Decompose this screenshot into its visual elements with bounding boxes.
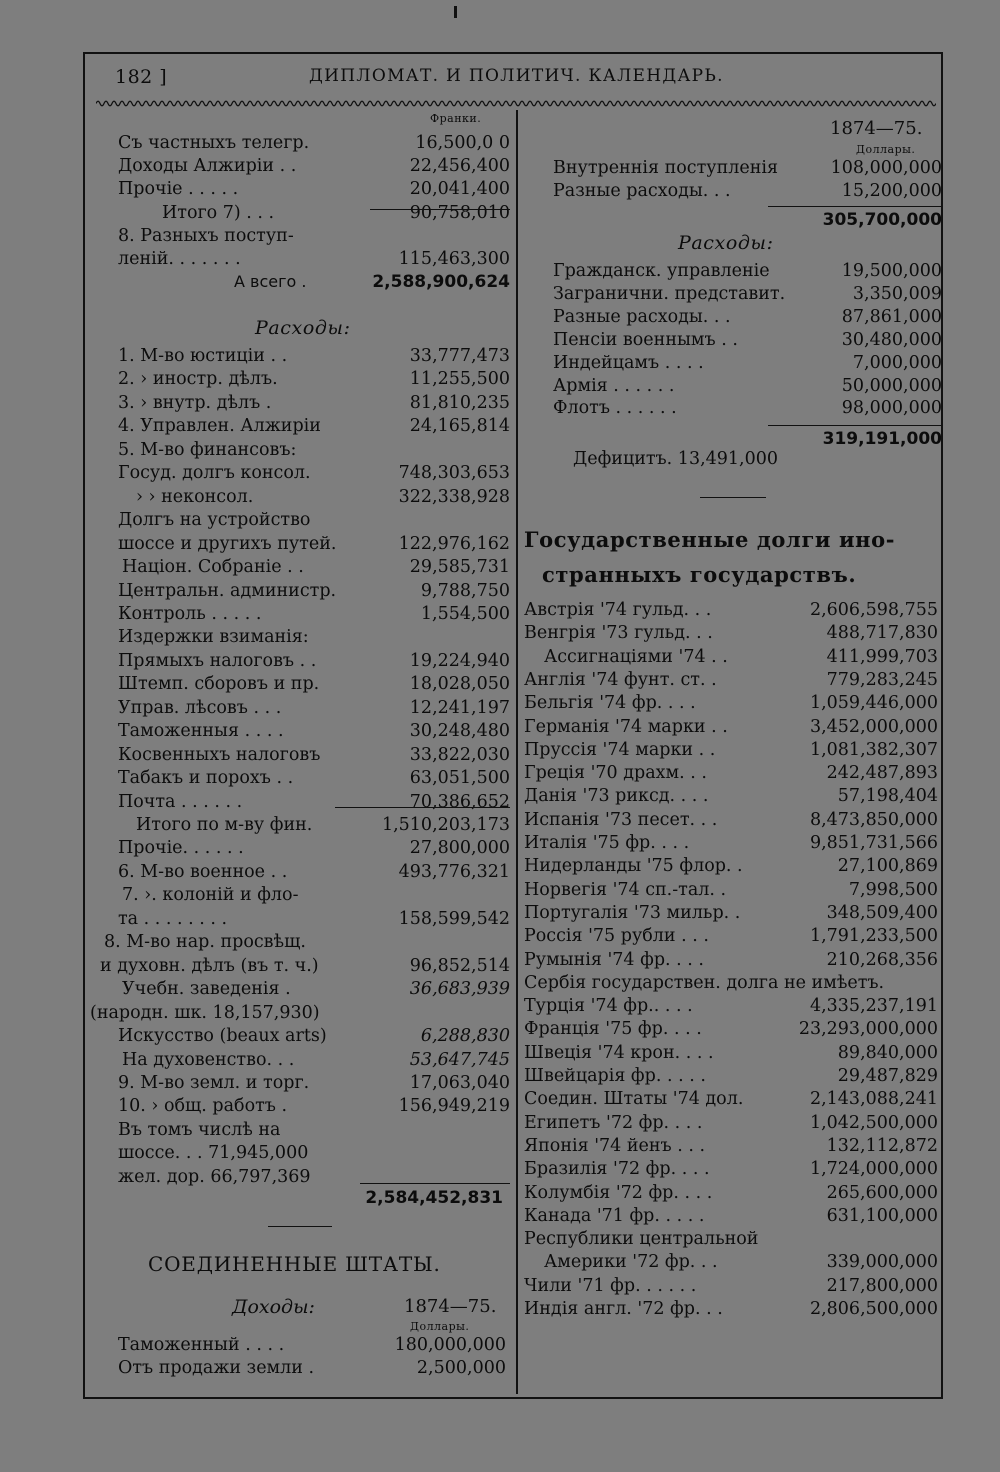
row-value: 1,554,500 bbox=[420, 603, 510, 624]
row-label: Индейцамъ . . . . bbox=[553, 352, 704, 373]
row-value: 19,500,000 bbox=[841, 261, 942, 281]
table-row bbox=[524, 784, 938, 808]
row-label: Издержки взиманія: bbox=[118, 627, 309, 648]
top-tick-mark bbox=[454, 6, 457, 18]
row-label: Испанія '73 песет. . . bbox=[524, 809, 718, 830]
table-row bbox=[118, 270, 510, 294]
table-row bbox=[118, 649, 510, 673]
table-row bbox=[118, 1048, 510, 1072]
row-value: 180,000,000 bbox=[394, 1335, 506, 1355]
row-label: леній. . . . . . . bbox=[118, 249, 241, 269]
row-value: 156,949,219 bbox=[398, 1096, 510, 1117]
us-unit-label: Доллары. bbox=[410, 1320, 470, 1333]
row-value: 2,806,500,000 bbox=[809, 1299, 938, 1319]
row-value: 90,758,010 bbox=[409, 202, 510, 223]
row-value: 2,143,088,241 bbox=[809, 1089, 938, 1110]
table-row bbox=[104, 930, 510, 954]
table-row bbox=[553, 305, 942, 329]
row-label: Чили '71 фр. . . . . . bbox=[524, 1275, 697, 1296]
row-label: Колумбія '72 фр. . . . bbox=[524, 1182, 713, 1203]
table-row bbox=[118, 344, 510, 368]
row-value: 98,000,000 bbox=[841, 398, 942, 419]
table-row bbox=[90, 1001, 510, 1025]
table-row bbox=[524, 1181, 938, 1205]
row-label: (народн. шк. 18,157,930) bbox=[90, 1002, 320, 1023]
row-value: 57,198,404 bbox=[837, 786, 938, 807]
debts-heading-line-1: Государственные долги ино- bbox=[524, 527, 896, 552]
row-value: 7,998,500 bbox=[848, 879, 938, 900]
row-label: Таможенный . . . . bbox=[118, 1335, 285, 1355]
row-label: Госуд. долгъ консол. bbox=[118, 463, 311, 484]
row-value: 36,683,939 bbox=[409, 979, 510, 1000]
row-label: и духовн. дѣлъ (въ т. ч.) bbox=[100, 955, 319, 976]
table-row bbox=[524, 1227, 938, 1251]
row-value: 23,293,000,000 bbox=[798, 1019, 938, 1040]
row-value: 348,509,400 bbox=[826, 902, 938, 923]
table-row bbox=[524, 1134, 938, 1158]
table-row bbox=[118, 247, 510, 271]
table-row bbox=[524, 1250, 938, 1274]
table-row bbox=[118, 672, 510, 696]
row-label: Египетъ '72 фр. . . . bbox=[524, 1112, 703, 1133]
row-label: Греція '70 драхм. . . bbox=[524, 763, 707, 784]
row-label: Румынія '74 фр. . . . bbox=[524, 949, 704, 970]
row-value: 217,800,000 bbox=[826, 1275, 938, 1296]
row-label: На духовенство. . . bbox=[122, 1049, 295, 1070]
row-label: 8. Разныхъ поступ- bbox=[118, 225, 294, 246]
row-label: Отъ продажи земли . bbox=[118, 1358, 315, 1378]
table-row bbox=[524, 971, 938, 995]
row-label: Таможенныя . . . . bbox=[118, 721, 284, 742]
table-row bbox=[553, 282, 942, 306]
table-row bbox=[118, 602, 510, 626]
right-income-rule bbox=[768, 206, 942, 207]
table-row bbox=[118, 461, 510, 485]
row-value: 29,585,731 bbox=[409, 557, 510, 578]
table-row bbox=[118, 131, 510, 155]
row-value: 16,500,0 0 bbox=[415, 133, 510, 153]
table-row bbox=[524, 878, 938, 902]
row-value: 50,000,000 bbox=[841, 375, 942, 396]
table-row bbox=[118, 790, 510, 814]
table-row bbox=[524, 761, 938, 785]
row-value: 27,800,000 bbox=[409, 838, 510, 859]
table-row bbox=[553, 179, 942, 203]
table-row bbox=[524, 1087, 938, 1111]
row-label: Сербія государствен. долга не имѣетъ. bbox=[524, 972, 885, 993]
row-label: Австрія '74 гульд. . . bbox=[524, 600, 712, 620]
row-value: 1,081,382,307 bbox=[809, 739, 938, 760]
row-value: 493,776,321 bbox=[398, 861, 510, 882]
table-row bbox=[118, 1118, 510, 1142]
row-value: 411,999,703 bbox=[826, 646, 938, 667]
row-value: 108,000,000 bbox=[830, 158, 942, 178]
row-value: 1,791,233,500 bbox=[809, 926, 938, 947]
row-value: 9,788,750 bbox=[420, 580, 510, 601]
row-value: 81,810,235 bbox=[409, 392, 510, 413]
row-label: Пенсіи военнымъ . . bbox=[553, 329, 738, 350]
row-label: Прочіе. . . . . . bbox=[118, 838, 244, 859]
table-row bbox=[524, 691, 938, 715]
row-value: 2,500,000 bbox=[416, 1358, 506, 1378]
column-divider bbox=[516, 110, 518, 1394]
running-title: ДИПЛОМАТ. И ПОЛИТИЧ. КАЛЕНДАРЬ. bbox=[309, 66, 724, 86]
row-value: 19,224,940 bbox=[409, 650, 510, 671]
row-value: 1,059,446,000 bbox=[809, 693, 938, 714]
table-row bbox=[524, 1041, 938, 1065]
row-value: 2,588,900,624 bbox=[372, 272, 510, 293]
table-row bbox=[118, 860, 510, 884]
row-label: Флотъ . . . . . . bbox=[553, 398, 677, 419]
us-income-label: Доходы: bbox=[232, 1296, 315, 1318]
right-expenses-heading: Расходы: bbox=[678, 232, 774, 254]
right-section-divider bbox=[700, 497, 766, 498]
row-label: Данія '73 риксд. . . . bbox=[524, 786, 709, 807]
row-label: Почта . . . . . . bbox=[118, 791, 243, 812]
row-label: Швейцарія фр. . . . . bbox=[524, 1066, 706, 1086]
row-value: 210,268,356 bbox=[826, 949, 938, 970]
table-row bbox=[118, 508, 510, 532]
left-subtotal-rule bbox=[370, 209, 510, 210]
table-row bbox=[553, 259, 942, 283]
table-row bbox=[118, 438, 510, 462]
row-label: Прямыхъ налоговъ . . bbox=[118, 650, 317, 671]
left-expenses-total: 2,584,452,831 bbox=[365, 1188, 503, 1208]
table-row bbox=[524, 621, 938, 645]
row-label: Разные расходы. . . bbox=[553, 181, 731, 201]
row-label: Внутреннія поступленія bbox=[553, 158, 779, 178]
row-label: Республики центральной bbox=[524, 1229, 759, 1250]
deficit-line: Дефицитъ. 13,491,000 bbox=[573, 449, 779, 469]
row-label: 7. ›. колоній и фло- bbox=[122, 885, 299, 906]
left-total-rule bbox=[360, 1183, 510, 1184]
left-section-divider bbox=[268, 1226, 332, 1227]
row-label: Венгрія '73 гульд. . . bbox=[524, 623, 713, 644]
row-value: 17,063,040 bbox=[409, 1072, 510, 1093]
table-row bbox=[524, 668, 938, 692]
row-value: 29,487,829 bbox=[837, 1066, 938, 1086]
table-row bbox=[524, 1297, 938, 1321]
row-value: 242,487,893 bbox=[826, 763, 938, 784]
us-heading: СОЕДИНЕННЫЕ ШТАТЫ. bbox=[148, 1252, 441, 1276]
row-label: та . . . . . . . . bbox=[118, 908, 228, 929]
left-finance-total-rule bbox=[335, 807, 510, 808]
table-row bbox=[118, 836, 510, 860]
row-label: 2. › иностр. дѣлъ. bbox=[118, 369, 278, 390]
table-row bbox=[118, 766, 510, 790]
row-label: Прочіе . . . . . bbox=[118, 179, 239, 200]
table-row bbox=[524, 901, 938, 925]
debts-heading-line-2: странныхъ государствъ. bbox=[542, 562, 857, 587]
table-row bbox=[524, 1064, 938, 1088]
row-label: Швеція '74 крон. . . . bbox=[524, 1042, 714, 1063]
row-value: 33,822,030 bbox=[409, 744, 510, 765]
row-value: 748,303,653 bbox=[398, 463, 510, 484]
right-unit-label: Доллары. bbox=[856, 143, 916, 156]
row-value: 15,200,000 bbox=[841, 181, 942, 201]
row-label: жел. дор. 66,797,369 bbox=[118, 1166, 311, 1187]
table-row bbox=[118, 367, 510, 391]
row-label: Америки '72 фр. . . bbox=[544, 1252, 718, 1273]
table-row bbox=[524, 831, 938, 855]
row-label: Итого по м-ву фин. bbox=[136, 815, 313, 835]
table-row bbox=[118, 696, 510, 720]
table-row bbox=[118, 1094, 510, 1118]
row-value: 122,976,162 bbox=[398, 533, 510, 554]
row-label: Нидерланды '75 флор. . bbox=[524, 856, 743, 877]
row-label: Съ частныхъ телегр. bbox=[118, 133, 310, 153]
table-row bbox=[553, 374, 942, 398]
row-value: 24,165,814 bbox=[409, 416, 510, 437]
table-row bbox=[524, 1204, 938, 1228]
row-value: 18,028,050 bbox=[409, 674, 510, 695]
row-label: Разные расходы. . . bbox=[553, 306, 731, 327]
row-label: Контроль . . . . . bbox=[118, 603, 262, 624]
row-label: Англія '74 фунт. ст. . bbox=[524, 669, 717, 690]
table-row bbox=[118, 1356, 506, 1380]
row-value: 30,248,480 bbox=[409, 721, 510, 742]
row-label: Канада '71 фр. . . . . bbox=[524, 1205, 705, 1226]
row-value: 2,606,598,755 bbox=[809, 600, 938, 620]
row-value: 1,042,500,000 bbox=[809, 1112, 938, 1133]
right-year: 1874—75. bbox=[830, 118, 923, 139]
table-row bbox=[118, 224, 510, 248]
row-value: 12,241,197 bbox=[409, 697, 510, 718]
row-value: 1,510,203,173 bbox=[381, 815, 510, 835]
row-label: Турція '74 фр.. . . . bbox=[524, 996, 693, 1017]
row-label: 3. › внутр. дѣлъ . bbox=[118, 392, 272, 413]
row-value: 53,647,745 bbox=[409, 1049, 510, 1070]
left-unit-label: Франки. bbox=[430, 112, 482, 125]
table-row bbox=[553, 156, 942, 180]
row-value: 265,600,000 bbox=[826, 1182, 938, 1203]
row-label: 1. М-во юстиціи . . bbox=[118, 346, 288, 366]
table-row bbox=[100, 954, 510, 978]
row-label: Учебн. заведенія . bbox=[122, 979, 291, 1000]
table-row bbox=[118, 1333, 506, 1357]
row-label: Косвенныхъ налоговъ bbox=[118, 744, 321, 765]
table-row bbox=[118, 1071, 510, 1095]
row-label: Соедин. Штаты '74 дол. bbox=[524, 1089, 744, 1110]
row-label: Управ. лѣсовъ . . . bbox=[118, 697, 282, 718]
row-label: › › неконсол. bbox=[136, 486, 254, 507]
table-row bbox=[118, 555, 510, 579]
row-value: 631,100,000 bbox=[826, 1205, 938, 1226]
row-label: Ассигнаціями '74 . . bbox=[544, 646, 728, 667]
row-label: шоссе и другихъ путей. bbox=[118, 533, 337, 554]
table-row bbox=[524, 994, 938, 1018]
row-value: 30,480,000 bbox=[841, 329, 942, 350]
table-row bbox=[524, 854, 938, 878]
table-row bbox=[118, 532, 510, 556]
row-label: Бразилія '72 фр. . . . bbox=[524, 1159, 710, 1180]
row-label: Націон. Собраніе . . bbox=[122, 557, 304, 578]
table-row bbox=[118, 414, 510, 438]
table-row bbox=[524, 1111, 938, 1135]
row-label: 9. М-во земл. и торг. bbox=[118, 1072, 310, 1093]
table-row bbox=[553, 328, 942, 352]
row-label: Пруссія '74 марки . . bbox=[524, 739, 716, 760]
table-row bbox=[524, 645, 938, 669]
row-label: Норвегія '74 сп.-тал. . bbox=[524, 879, 727, 900]
row-label: Армія . . . . . . bbox=[553, 375, 675, 396]
row-value: 1,724,000,000 bbox=[809, 1159, 938, 1180]
table-row bbox=[118, 1141, 510, 1165]
right-expense-rule bbox=[768, 425, 942, 426]
row-value: 322,338,928 bbox=[398, 486, 510, 507]
row-value: 488,717,830 bbox=[826, 623, 938, 644]
row-value: 339,000,000 bbox=[826, 1252, 938, 1273]
row-value: 33,777,473 bbox=[409, 346, 510, 366]
row-label: 8. М-во нар. просвѣщ. bbox=[104, 932, 306, 953]
table-row bbox=[118, 201, 510, 225]
table-row bbox=[524, 598, 938, 622]
table-row bbox=[524, 948, 938, 972]
row-value: 6,288,830 bbox=[420, 1026, 510, 1047]
table-row bbox=[524, 1157, 938, 1181]
page-header bbox=[83, 66, 943, 94]
row-label: 10. › общ. работъ . bbox=[118, 1096, 288, 1117]
table-row bbox=[118, 154, 510, 178]
table-row bbox=[118, 719, 510, 743]
table-row bbox=[118, 625, 510, 649]
table-row bbox=[524, 1017, 938, 1041]
row-label: Индія англ. '72 фр. . . bbox=[524, 1299, 723, 1319]
row-value: 9,851,731,566 bbox=[809, 833, 938, 853]
table-row bbox=[118, 579, 510, 603]
row-label: Японія '74 йенъ . . . bbox=[524, 1135, 706, 1156]
row-label: Гражданск. управленіе bbox=[553, 261, 770, 281]
table-row bbox=[553, 396, 942, 420]
table-row bbox=[524, 1274, 938, 1298]
row-label: 4. Управлен. Алжиріи bbox=[118, 416, 321, 437]
row-label: Доходы Алжиріи . . bbox=[118, 156, 297, 177]
row-label: Центральн. администр. bbox=[118, 580, 337, 601]
table-row bbox=[524, 715, 938, 739]
right-income-total: 305,700,000 bbox=[822, 210, 942, 230]
row-value: 22,456,400 bbox=[409, 156, 510, 177]
row-value: 8,473,850,000 bbox=[809, 809, 938, 830]
row-label: Въ томъ числѣ на bbox=[118, 1119, 281, 1140]
table-row bbox=[118, 813, 510, 837]
table-row bbox=[118, 391, 510, 415]
table-row bbox=[118, 1024, 510, 1048]
us-year: 1874—75. bbox=[404, 1296, 497, 1317]
row-label: Германія '74 марки . . bbox=[524, 716, 728, 737]
row-label: Долгъ на устройство bbox=[118, 510, 311, 531]
table-row bbox=[524, 808, 938, 832]
table-row bbox=[118, 177, 510, 201]
row-value: 779,283,245 bbox=[826, 669, 938, 690]
row-label: Россія '75 рубли . . . bbox=[524, 926, 709, 947]
row-value: 20,041,400 bbox=[409, 179, 510, 200]
row-label: Италія '75 фр. . . . bbox=[524, 833, 690, 853]
row-value: 4,335,237,191 bbox=[809, 996, 938, 1017]
table-row bbox=[118, 485, 510, 509]
table-row bbox=[118, 743, 510, 767]
left-expenses-heading: Расходы: bbox=[255, 317, 351, 339]
row-value: 27,100,869 bbox=[837, 856, 938, 877]
row-value: 87,861,000 bbox=[841, 306, 942, 327]
row-label: Итого 7) . . . bbox=[162, 202, 275, 223]
page-number: 182 ] bbox=[115, 66, 168, 88]
table-row bbox=[553, 351, 942, 375]
table-row bbox=[118, 1165, 510, 1189]
row-value: 11,255,500 bbox=[409, 369, 510, 390]
row-label: Искусство (beaux arts) bbox=[118, 1026, 327, 1047]
table-row bbox=[118, 883, 510, 907]
row-value: 89,840,000 bbox=[837, 1042, 938, 1063]
row-value: 132,112,872 bbox=[826, 1135, 938, 1156]
table-row bbox=[118, 907, 510, 931]
header-wavy-rule bbox=[96, 99, 936, 108]
row-label: А всего . bbox=[234, 272, 307, 292]
row-value: 3,452,000,000 bbox=[809, 716, 938, 737]
row-label: Франція '75 фр. . . . bbox=[524, 1019, 702, 1040]
row-label: Штемп. сборовъ и пр. bbox=[118, 674, 320, 695]
table-row bbox=[524, 738, 938, 762]
row-label: 5. М-во финансовъ: bbox=[118, 439, 297, 460]
row-value: 115,463,300 bbox=[398, 249, 510, 269]
row-value: 63,051,500 bbox=[409, 768, 510, 789]
row-label: шоссе. . . 71,945,000 bbox=[118, 1143, 309, 1164]
row-value: 7,000,000 bbox=[852, 352, 942, 373]
row-label: Загранични. представит. bbox=[553, 283, 786, 304]
row-value: 3,350,009 bbox=[852, 283, 942, 304]
row-value: 70,386,652 bbox=[409, 791, 510, 812]
row-label: Бельгія '74 фр. . . . bbox=[524, 693, 696, 714]
row-label: Табакъ и порохъ . . bbox=[118, 768, 294, 789]
row-label: 6. М-во военное . . bbox=[118, 861, 288, 882]
right-expense-total: 319,191,000 bbox=[822, 429, 942, 449]
table-row bbox=[118, 977, 510, 1001]
row-value: 96,852,514 bbox=[409, 955, 510, 976]
row-label: Португалія '73 мильр. . bbox=[524, 902, 741, 923]
row-value: 158,599,542 bbox=[398, 908, 510, 929]
table-row bbox=[524, 924, 938, 948]
